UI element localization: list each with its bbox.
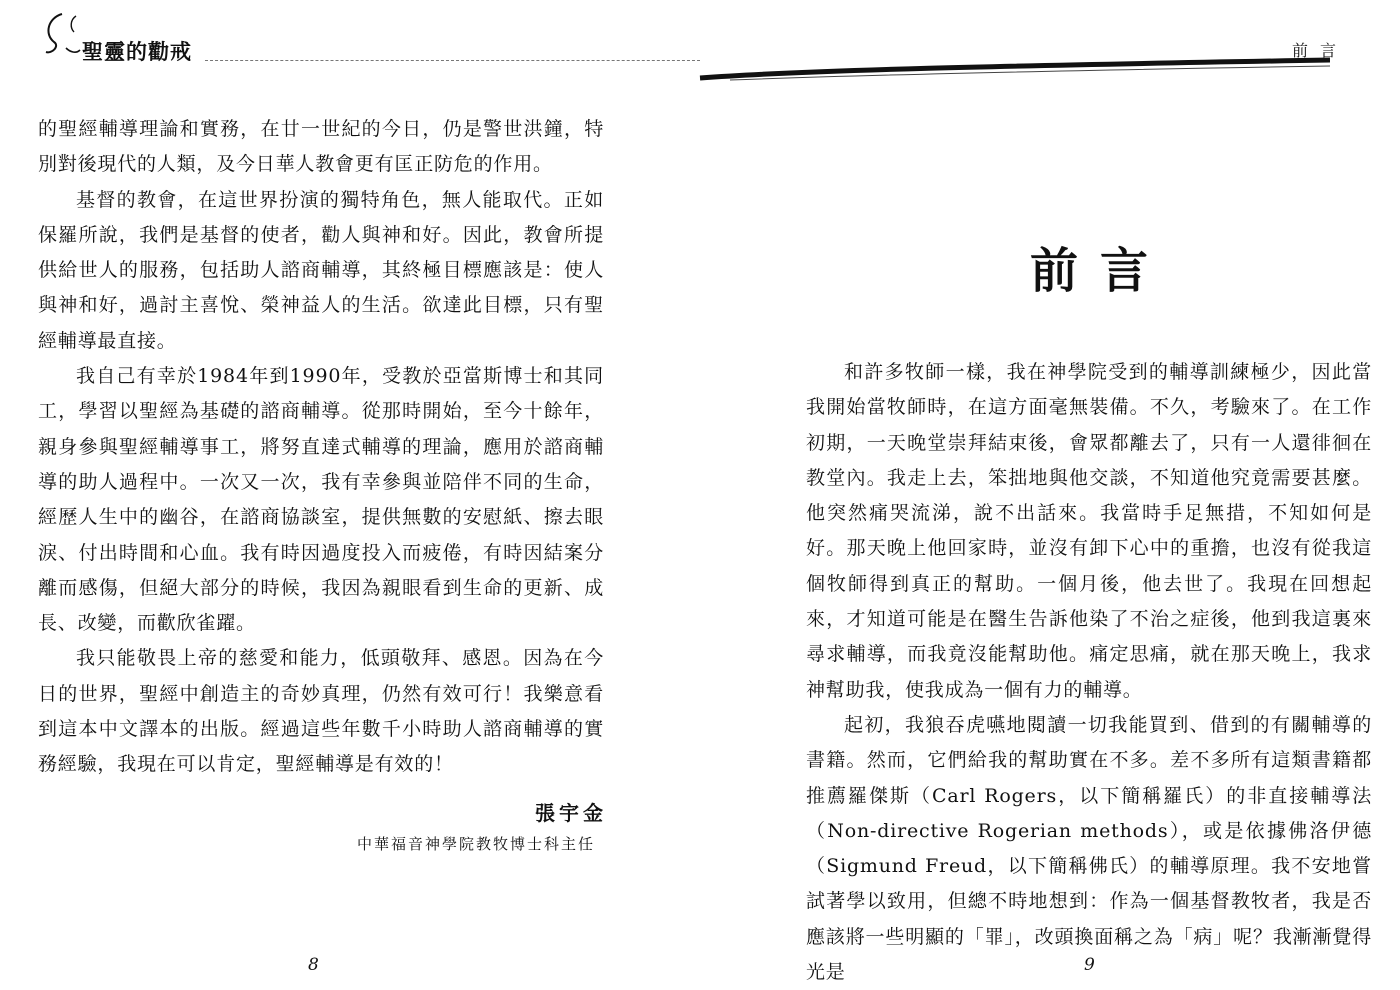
book-title: 聖靈的勸戒 bbox=[82, 39, 192, 64]
paragraph: 我只能敬畏上帝的慈愛和能力，低頭敬拜、感恩。因為在今日的世界，聖經中創造主的奇妙真理，仍然有效可行！我樂意看到這本中文譯本的出版。經過這些年數千小時助人諮商輔導的實務經驗，我現在可以肯定，聖經輔導是有效的！ bbox=[38, 647, 604, 776]
signature-name: 張宇金 bbox=[535, 801, 607, 825]
page-number-left: 8 bbox=[308, 955, 319, 975]
book-logo bbox=[40, 8, 210, 68]
paragraph: 我自己有幸於1984年到1990年，受教於亞當斯博士和其同工，學習以聖經為基礎的諮商輔導。從那時開始，至今十餘年，親身參與聖經輔導事工，將努直達式輔導的理論，應用於諮商輔導的助人過程中。一次又一次，我有幸參與並陪伴不同的生命，經歷人生中的幽谷，在諮商協談室，提供無數的安慰紙、擦去眼淚、付出時間和心血。我有時因過度投入而疲倦，有時因結案分離而感傷，但絕大部分的時候，我因為親眼看到生命的更新、成長、改變，而歡欣雀躍。 bbox=[38, 365, 604, 635]
running-head: 前言 bbox=[1291, 41, 1348, 60]
signature-title: 中華福音神學院教牧博士科主任 bbox=[357, 835, 596, 853]
page-number-right: 9 bbox=[1084, 955, 1095, 975]
paragraph: 的聖經輔導理論和實務，在廿一世紀的今日，仍是警世洪鐘，特別對後現代的人類，及今日華人教會更有匡正防危的作用。 bbox=[38, 118, 604, 176]
header-rule bbox=[205, 60, 700, 62]
right-page-body bbox=[806, 355, 1372, 990]
chapter-title: 前言 bbox=[1030, 243, 1171, 299]
paragraph: 和許多牧師一樣，我在神學院受到的輔導訓練極少，因此當我開始當牧師時，在這方面毫無裝備。不久，考驗來了。在工作初期，一天晚堂崇拜結束後，會眾都離去了，只有一人還徘徊在教堂內。我走上去，笨拙地與他交談，不知道他究竟需要甚麼。他突然痛哭流涕，說不出話來。我當時手足無措，不知如何是好。那天晚上他回家時，並沒有卸下心中的重擔，也沒有從我這個牧師得到真正的幫助。一個月後，他去世了。我現在回想起來，才知道可能是在醫生告訴他染了不治之症後，他到我這裏來尋求輔導，而我竟沒能幫助他。痛定思痛，就在那天晚上，我求神幫助我，使我成為一個有力的輔導。 bbox=[806, 361, 1372, 701]
left-page-body bbox=[38, 112, 604, 783]
header-swoosh bbox=[690, 30, 1330, 90]
paragraph: 基督的教會，在這世界扮演的獨特角色，無人能取代。正如保羅所說，我們是基督的使者，勸人與神和好。因此，教會所提供給世人的服務，包括助人諮商輔導，其終極目標應該是：使人與神和好，過討主喜悅、榮神益人的生活。欲達此目標，只有聖經輔導最直接。 bbox=[38, 188, 604, 352]
paragraph: 起初，我狼吞虎嚥地閱讀一切我能買到、借到的有關輔導的書籍。然而，它們給我的幫助實在不多。差不多所有這類書籍都推薦羅傑斯（Carl Rogers，以下簡稱羅氏）的非直接輔導法（Non-directive Rogerian methods），或是依據佛洛伊德（Sigmund Freud，以下簡稱佛氏）的輔導原理。我不安地嘗試著學以致用，但總不時地想到：作為一個基督教牧者，我是否應該將一些明顯的「罪」，改頭換面稱之為「病」呢？我漸漸覺得光是 bbox=[806, 713, 1372, 984]
